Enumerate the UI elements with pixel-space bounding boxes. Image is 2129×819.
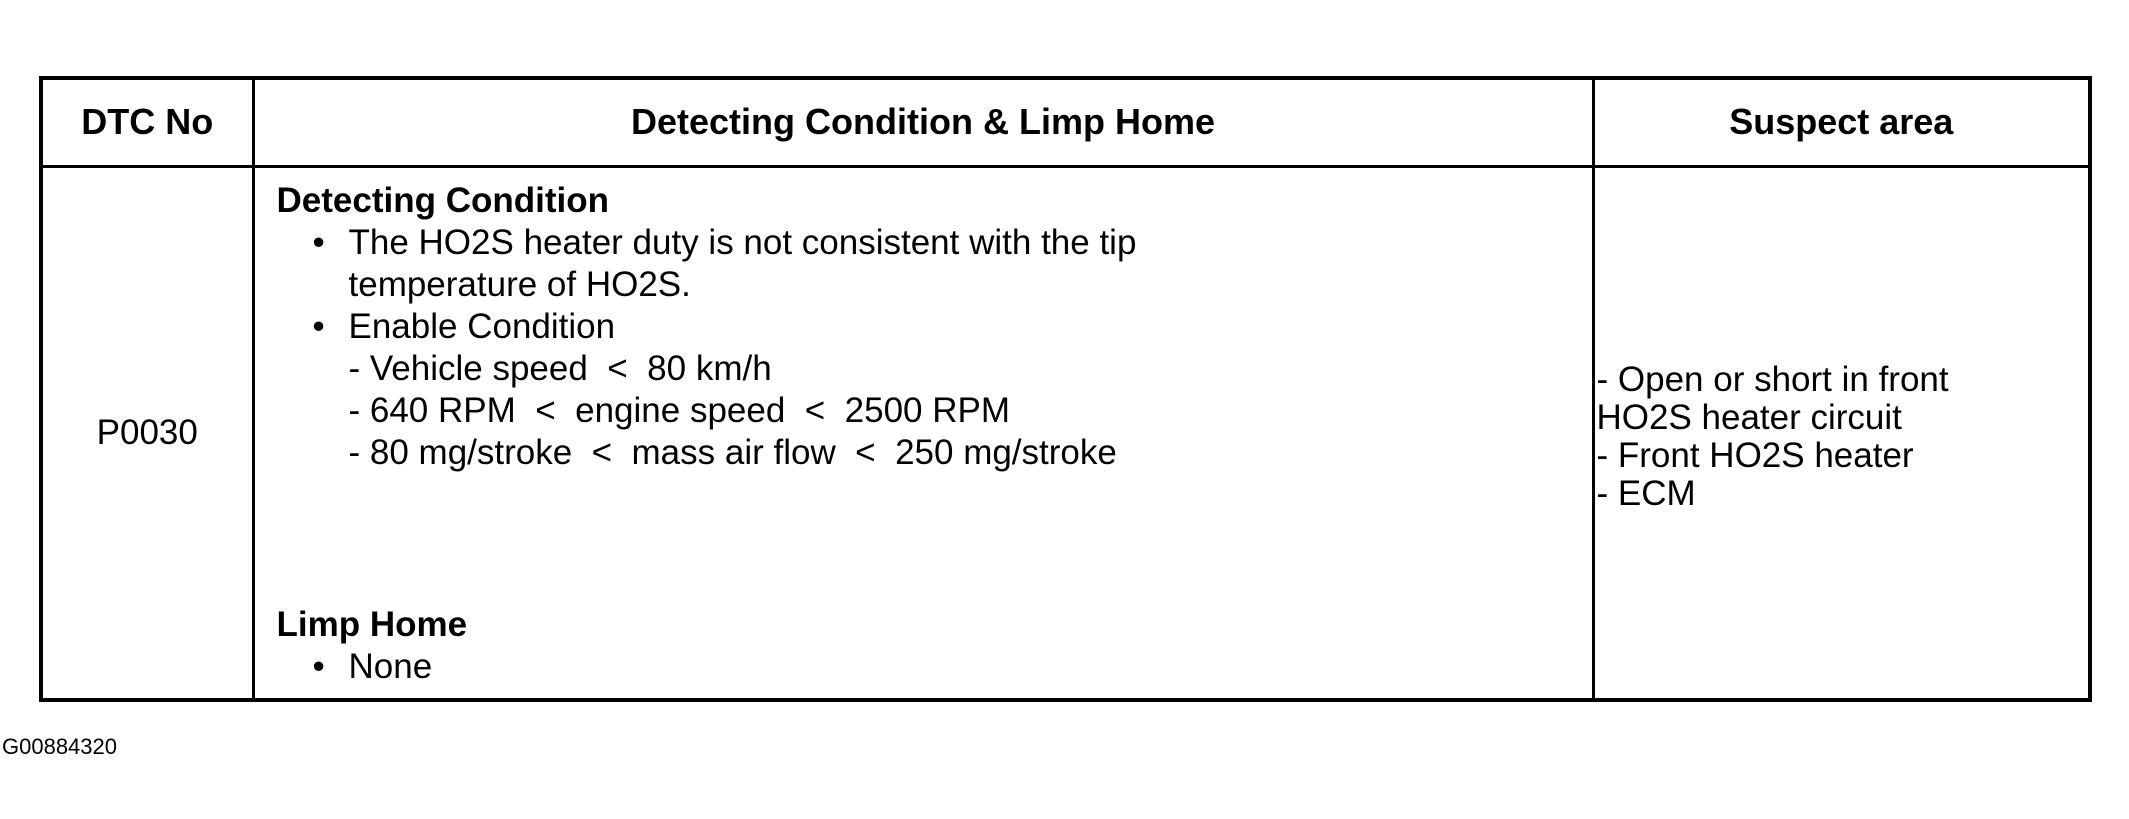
bullet-icon: •: [312, 222, 325, 262]
header-detecting-condition: Detecting Condition & Limp Home: [253, 80, 1593, 166]
condition-cell: [253, 166, 1593, 698]
bullet-text-line: The HO2S heater duty is not consistent with the tip: [348, 222, 1137, 262]
bullet-text-line: Enable Condition: [348, 306, 616, 346]
header-dtc-no: DTC No: [43, 80, 253, 166]
bullet-icon: •: [312, 306, 325, 346]
detecting-condition-heading: Detecting Condition: [276, 180, 609, 220]
limp-home-block: [277, 604, 468, 688]
enable-condition-line: - 80 mg/stroke < mass air flow < 250 mg/stroke: [348, 432, 1117, 472]
bullet-text-line: temperature of HO2S.: [348, 264, 691, 304]
bullet-item: [277, 222, 1572, 306]
suspect-line: - Open or short in front: [1596, 359, 1949, 399]
table-header-row: [43, 80, 2088, 166]
dtc-table: [43, 80, 2088, 698]
bullet-item: [277, 646, 468, 688]
figure-id: G00884320: [2, 734, 117, 759]
limp-home-item: None: [348, 647, 433, 686]
limp-home-heading: Limp Home: [276, 605, 468, 644]
suspect-line: HO2S heater circuit: [1596, 397, 1902, 437]
suspect-line: - ECM: [1596, 473, 1696, 513]
enable-condition-line: - Vehicle speed < 80 km/h: [348, 348, 772, 388]
bullet-item: [277, 306, 1572, 348]
enable-condition-line: - 640 RPM < engine speed < 2500 RPM: [348, 390, 1010, 430]
dtc-table-frame: [39, 76, 2092, 702]
suspect-line: - Front HO2S heater: [1596, 435, 1914, 475]
suspect-area-cell: [1593, 166, 2088, 698]
header-suspect-area: Suspect area: [1593, 80, 2088, 166]
table-row: [43, 166, 2088, 698]
bullet-icon: •: [312, 647, 325, 686]
dtc-code: P0030: [43, 166, 253, 698]
